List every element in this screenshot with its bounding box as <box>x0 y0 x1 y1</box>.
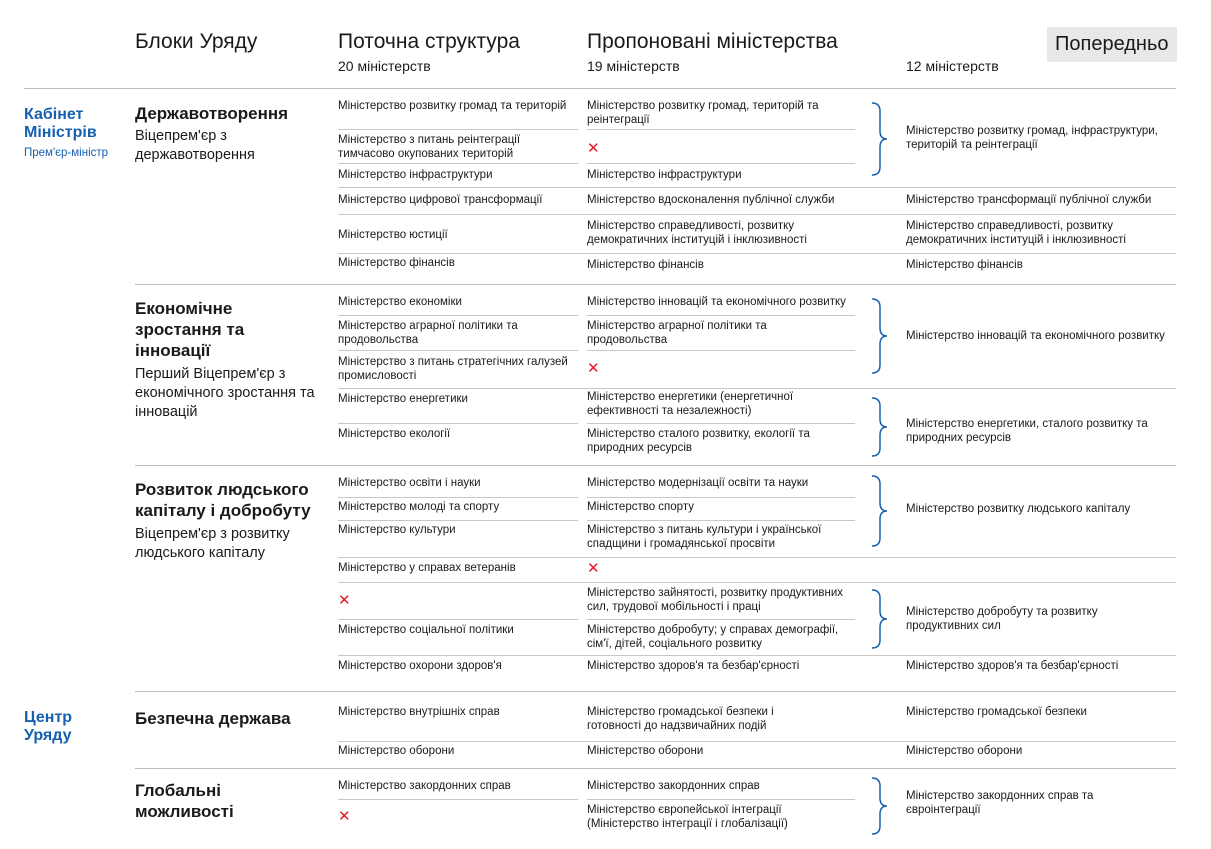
row-divider <box>338 799 578 800</box>
current-ministry: Міністерство закордонних справ <box>338 780 511 792</box>
block-title-global: Глобальні можливості <box>135 781 234 821</box>
preliminary-badge: Попередньо <box>1047 27 1177 62</box>
current-ministry: Міністерство культури <box>338 524 456 536</box>
current-ministry: Міністерство екології <box>338 428 451 440</box>
current-ministry: Міністерство освіти і науки <box>338 477 481 489</box>
header-divider <box>24 88 1176 89</box>
proposed-ministry: Міністерство фінансів <box>587 259 704 271</box>
row-divider <box>338 388 1176 389</box>
proposed-ministry: Міністерство інновацій та економічного розвитку <box>587 296 846 308</box>
block-divider <box>135 691 1176 692</box>
header-proposed: Пропоновані міністерства <box>587 30 838 53</box>
final-ministry: Міністерство розвитку людського капіталу <box>906 503 1131 515</box>
final-ministry: Міністерство інновацій та економічного розвитку <box>906 330 1165 342</box>
proposed-ministry: Міністерство оборони <box>587 745 704 757</box>
current-ministry: Міністерство у справах ветеранів <box>338 562 516 574</box>
block-title-economy: Економічне зростання та інновації <box>135 299 245 360</box>
block-title-statehood: Державотворення <box>135 104 289 123</box>
row-divider <box>587 520 855 521</box>
removed-mark: ✕ <box>338 808 351 825</box>
group-brace <box>870 475 890 547</box>
sidebar-cabinet-title: Кабінет Міністрів <box>24 106 97 141</box>
current-ministry: Міністерство енергетики <box>338 393 468 405</box>
removed-mark: ✕ <box>587 360 600 377</box>
current-ministry: Міністерство економіки <box>338 296 462 308</box>
current-ministry: Міністерство юстиції <box>338 229 448 241</box>
row-divider <box>338 619 578 620</box>
proposed-ministry: Міністерство аграрної політики та продовольства <box>587 320 767 346</box>
current-ministry: Міністерство аграрної політики та продовольства <box>338 320 518 346</box>
block-divider <box>135 465 1176 466</box>
block-divider <box>135 284 1176 285</box>
group-brace <box>870 397 890 457</box>
current-ministry: Міністерство цифрової трансформації <box>338 194 543 206</box>
row-divider <box>338 129 578 130</box>
block-sub-statehood: Віцепрем'єр з державотворення <box>135 128 255 163</box>
block-sub-economy: Перший Віцепрем'єр з економічного зростання та інновацій <box>135 366 315 420</box>
proposed-ministry: Міністерство вдосконалення публічної служби <box>587 194 835 206</box>
final-ministry: Міністерство трансформації публічної служби <box>906 194 1152 206</box>
block-sub-human-capital: Віцепрем'єр з розвитку людського капіталу <box>135 526 290 561</box>
row-divider <box>338 520 578 521</box>
final-ministry: Міністерство добробуту та розвитку продуктивних сил <box>906 606 1098 632</box>
current-ministry: Міністерство фінансів <box>338 257 455 269</box>
row-divider <box>338 655 1176 656</box>
final-ministry: Міністерство розвитку громад, інфраструктури, територій та реінтеграції <box>906 125 1158 151</box>
block-title-security: Безпечна держава <box>135 709 291 728</box>
proposed-ministry: Міністерство сталого розвитку, екології та природних ресурсів <box>587 428 810 454</box>
current-ministry: Міністерство молоді та спорту <box>338 501 500 513</box>
group-brace <box>870 777 890 835</box>
final-ministry: Міністерство громадської безпеки <box>906 706 1087 718</box>
row-divider <box>587 497 855 498</box>
block-divider <box>135 768 1176 769</box>
row-divider <box>587 423 855 424</box>
row-divider <box>338 497 578 498</box>
block-title-human-capital: Розвиток людського капіталу і добробуту <box>135 480 311 520</box>
proposed-ministry: Міністерство інфраструктури <box>587 169 742 181</box>
sidebar-cabinet-sub: Прем'єр-міністр <box>24 147 109 159</box>
final-ministry: Міністерство справедливості, розвитку демократичних інституцій і інклюзивності <box>906 220 1126 246</box>
removed-mark: ✕ <box>338 592 351 609</box>
proposed-ministry: Міністерство здоров'я та безбар'єрності <box>587 660 800 672</box>
proposed-ministry: Міністерство модернізації освіти та науки <box>587 477 809 489</box>
proposed-ministry: Міністерство з питань культури і української спадщини і громадянської просвіти <box>587 524 822 550</box>
row-divider <box>338 582 1176 583</box>
header-proposed-count: 19 міністерств <box>587 58 680 74</box>
current-ministry: Міністерство інфраструктури <box>338 169 493 181</box>
current-ministry: Міністерство охорони здоров'я <box>338 660 502 672</box>
sidebar-center-title: Центр Уряду <box>24 709 73 744</box>
current-ministry: Міністерство внутрішніх справ <box>338 706 500 718</box>
row-divider <box>338 253 1176 254</box>
row-divider <box>338 163 578 164</box>
row-divider <box>338 350 578 351</box>
row-divider <box>587 619 855 620</box>
group-brace <box>870 102 890 176</box>
final-ministry: Міністерство оборони <box>906 745 1023 757</box>
proposed-ministry: Міністерство енергетики (енергетичної ефективності та незалежності) <box>587 391 794 417</box>
row-divider <box>587 350 855 351</box>
current-ministry: Міністерство з питань реінтеграції тимчасово окупованих територій <box>338 134 521 160</box>
current-ministry: Міністерство оборони <box>338 745 455 757</box>
current-ministry: Міністерство з питань стратегічних галузей промисловості <box>338 356 568 382</box>
current-ministry: Міністерство розвитку громад та територій <box>338 100 567 112</box>
group-brace <box>870 589 890 649</box>
row-divider <box>338 741 1176 742</box>
row-divider <box>338 557 1176 558</box>
proposed-ministry: Міністерство справедливості, розвитку демократичних інституцій і інклюзивності <box>587 220 807 246</box>
proposed-ministry: Міністерство добробуту; у справах демографії, сім'ї, дітей, соціального розвитку <box>587 624 839 650</box>
row-divider <box>587 315 855 316</box>
proposed-ministry: Міністерство європейської інтеграції (Міністерство інтеграції і глобалізації) <box>587 804 788 830</box>
final-ministry: Міністерство фінансів <box>906 259 1023 271</box>
current-ministry: Міністерство соціальної політики <box>338 624 514 636</box>
header-final-count: 12 міністерств <box>906 58 999 74</box>
proposed-ministry: Міністерство розвитку громад, територій та реінтеграції <box>587 100 819 126</box>
final-ministry: Міністерство енергетики, сталого розвитку та природних ресурсів <box>906 418 1148 444</box>
proposed-ministry: Міністерство громадської безпеки і готовності до надзвичайних подій <box>587 706 774 732</box>
final-ministry: Міністерство здоров'я та безбар'єрності <box>906 660 1119 672</box>
group-brace <box>870 298 890 374</box>
removed-mark: ✕ <box>587 560 600 577</box>
row-divider <box>338 214 1176 215</box>
header-current: Поточна структура <box>338 30 520 53</box>
row-divider <box>338 423 578 424</box>
row-divider <box>338 315 578 316</box>
row-divider <box>587 129 855 130</box>
removed-mark: ✕ <box>587 140 600 157</box>
proposed-ministry: Міністерство закордонних справ <box>587 780 760 792</box>
header-current-count: 20 міністерств <box>338 58 431 74</box>
row-divider <box>338 187 1176 188</box>
proposed-ministry: Міністерство спорту <box>587 501 694 513</box>
proposed-ministry: Міністерство зайнятості, розвитку продуктивних сил, трудової мобільності і праці <box>587 587 844 613</box>
row-divider <box>587 163 855 164</box>
header-blocks: Блоки Уряду <box>135 30 258 53</box>
final-ministry: Міністерство закордонних справ та євроінтеграції <box>906 790 1094 816</box>
row-divider <box>587 799 855 800</box>
